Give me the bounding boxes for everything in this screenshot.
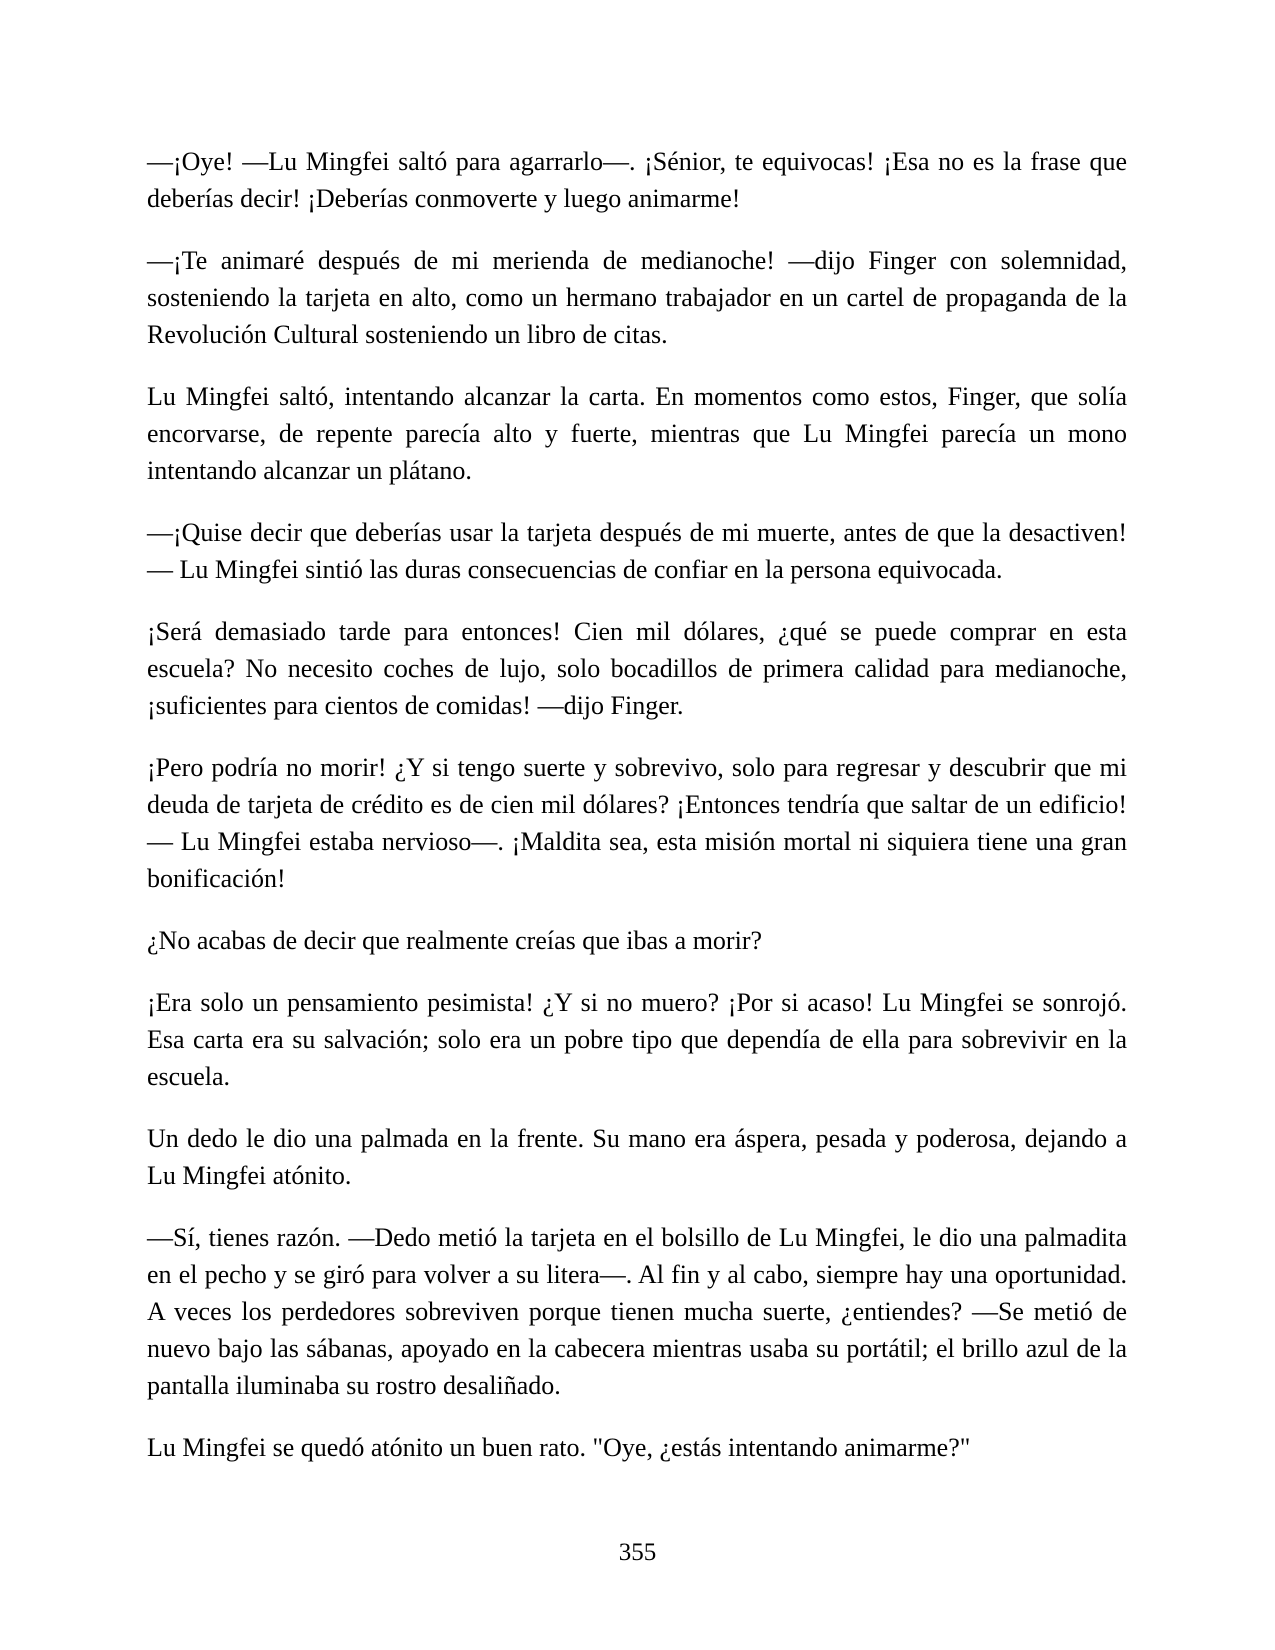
paragraph: Un dedo le dio una palmada en la frente. Su mano era áspera, pesada y poderosa, dejando a Lu Mingfei atónito. (147, 1124, 1127, 1190)
paragraph: ¡Era solo un pensamiento pesimista! ¿Y si no muero? ¡Por si acaso! Lu Mingfei se sonrojó. Esa carta era su salvación; solo era un pobre tipo que dependía de ella para sobrevivir en la escuela. (147, 988, 1127, 1091)
paragraph: Lu Mingfei saltó, intentando alcanzar la carta. En momentos como estos, Finger, que solía encorvarse, de repente parecía alto y fuerte, mientras que Lu Mingfei parecía un mono intentando alcanzar un plátano. (147, 382, 1127, 485)
text-block (147, 143, 1127, 1491)
paragraph: Lu Mingfei se quedó atónito un buen rato. "Oye, ¿estás intentando animarme?" (147, 1433, 971, 1462)
paragraph: —¡Oye! —Lu Mingfei saltó para agarrarlo—. ¡Sénior, te equivocas! ¡Esa no es la frase que deberías decir! ¡Deberías conmoverte y luego animarme! (147, 147, 1127, 213)
paragraph: —Sí, tienes razón. —Dedo metió la tarjeta en el bolsillo de Lu Mingfei, le dio una palmadita en el pecho y se giró para volver a su litera—. Al fin y al cabo, siempre hay una oportunidad. A veces los perdedores sobreviven porque tienen mucha suerte, ¿entiendes? —Se metió de nuevo bajo las sábanas, apoyado en la cabecera mientras usaba su portátil; el brillo azul de la pantalla iluminaba su rostro desaliñado. (147, 1223, 1127, 1400)
paragraph: ¿No acabas de decir que realmente creías que ibas a morir? (147, 926, 763, 955)
paragraph: —¡Te animaré después de mi merienda de medianoche! —dijo Finger con solemnidad, sosteniendo la tarjeta en alto, como un hermano trabajador en un cartel de propaganda de la Revolución Cultural sosteniendo un libro de citas. (147, 246, 1127, 349)
paragraph: ¡Pero podría no morir! ¿Y si tengo suerte y sobrevivo, solo para regresar y descubrir que mi deuda de tarjeta de crédito es de cien mil dólares? ¡Entonces tendría que saltar de un edificio! — Lu Mingfei estaba nervioso—. ¡Maldita sea, esta misión mortal ni siquiera tiene una gran bonificación! (147, 753, 1127, 893)
page-number: 355 (618, 1539, 657, 1566)
paragraph: ¡Será demasiado tarde para entonces! Cien mil dólares, ¿qué se puede comprar en esta escuela? No necesito coches de lujo, solo bocadillos de primera calidad para medianoche, ¡suficientes para cientos de comidas! —dijo Finger. (147, 617, 1127, 720)
paragraph: —¡Quise decir que deberías usar la tarjeta después de mi muerte, antes de que la desactiven! — Lu Mingfei sintió las duras consecuencias de confiar en la persona equivocada. (147, 518, 1127, 584)
